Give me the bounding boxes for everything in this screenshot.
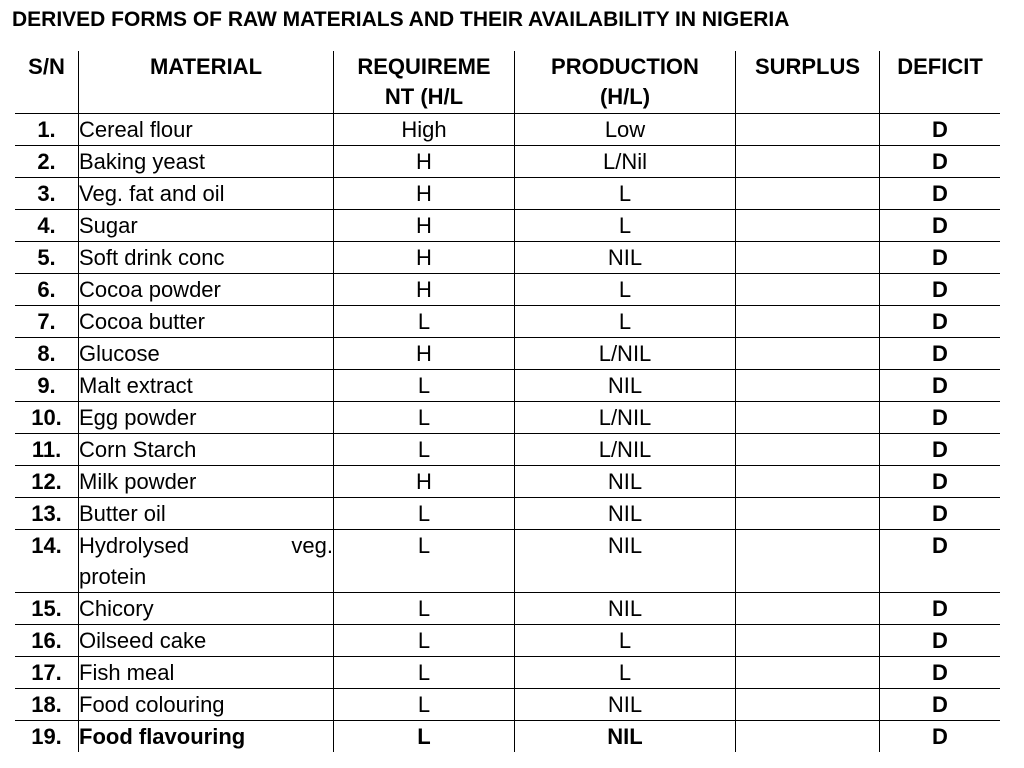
cell-deficit: D — [932, 117, 948, 142]
table-row — [15, 146, 1000, 178]
cell-production: L — [515, 306, 736, 338]
cell-requirement: L — [334, 625, 515, 657]
cell-surplus — [736, 242, 880, 274]
cell-requirement: L — [334, 593, 515, 625]
cell-deficit: D — [932, 213, 948, 238]
cell-sn: 18. — [15, 689, 79, 721]
cell-surplus — [736, 657, 880, 689]
header-production-line1: PRODUCTION — [551, 54, 699, 79]
cell-material: Baking yeast — [79, 146, 334, 178]
page-title: DERIVED FORMS OF RAW MATERIALS AND THEIR AVAILABILITY IN NIGERIA — [12, 8, 790, 31]
cell-surplus — [736, 689, 880, 721]
cell-material: Egg powder — [79, 402, 334, 434]
cell-material: Milk powder — [79, 466, 334, 498]
cell-production: NIL — [515, 498, 736, 530]
table-row — [15, 593, 1000, 625]
cell-deficit: D — [932, 469, 948, 494]
cell-sn: 10. — [15, 402, 79, 434]
cell-material: Oilseed cake — [79, 625, 334, 657]
table-row — [15, 114, 1000, 146]
cell-material: Cocoa butter — [79, 306, 334, 338]
table-row — [15, 210, 1000, 242]
cell-requirement: H — [334, 146, 515, 178]
cell-sn: 17. — [15, 657, 79, 689]
cell-production: NIL — [515, 466, 736, 498]
cell-requirement: H — [334, 210, 515, 242]
cell-deficit: D — [932, 724, 948, 749]
table-row — [15, 657, 1000, 689]
cell-material-line2: protein — [79, 564, 147, 589]
cell-surplus — [736, 530, 880, 593]
cell-deficit: D — [932, 437, 948, 462]
cell-sn: 7. — [15, 306, 79, 338]
cell-production: NIL — [515, 689, 736, 721]
table-row — [15, 338, 1000, 370]
header-sn: S/N — [15, 51, 79, 114]
cell-deficit: D — [932, 181, 948, 206]
header-production-line2: (H/L) — [599, 84, 651, 109]
materials-table — [15, 51, 1000, 752]
cell-production: L — [515, 210, 736, 242]
table-row — [15, 498, 1000, 530]
cell-deficit: D — [932, 309, 948, 334]
cell-deficit: D — [932, 533, 948, 558]
cell-production: L/NIL — [515, 338, 736, 370]
cell-sn: 15. — [15, 593, 79, 625]
cell-material: Chicory — [79, 593, 334, 625]
cell-deficit: D — [932, 245, 948, 270]
table-row — [15, 306, 1000, 338]
cell-material: Cereal flour — [79, 114, 334, 146]
table-row — [15, 274, 1000, 306]
cell-deficit: D — [932, 405, 948, 430]
cell-sn: 16. — [15, 625, 79, 657]
cell-production: L/Nil — [515, 146, 736, 178]
cell-sn: 2. — [15, 146, 79, 178]
table-row — [15, 466, 1000, 498]
cell-production: NIL — [515, 370, 736, 402]
cell-material: Cocoa powder — [79, 274, 334, 306]
cell-production: L/NIL — [515, 402, 736, 434]
cell-surplus — [736, 338, 880, 370]
cell-sn: 6. — [15, 274, 79, 306]
table-row — [15, 689, 1000, 721]
header-requirement — [334, 51, 515, 114]
cell-sn: 5. — [15, 242, 79, 274]
cell-requirement: H — [334, 178, 515, 210]
cell-sn: 19. — [15, 721, 79, 753]
cell-sn: 4. — [15, 210, 79, 242]
cell-sn: 9. — [15, 370, 79, 402]
header-deficit: DEFICIT — [897, 54, 983, 79]
cell-material: Veg. fat and oil — [79, 178, 334, 210]
cell-requirement: L — [334, 434, 515, 466]
cell-surplus — [736, 370, 880, 402]
cell-surplus — [736, 114, 880, 146]
cell-requirement: H — [334, 274, 515, 306]
table-header-row — [15, 51, 1000, 114]
table-row — [15, 370, 1000, 402]
cell-deficit: D — [932, 341, 948, 366]
cell-requirement: L — [334, 721, 515, 753]
cell-production: L/NIL — [515, 434, 736, 466]
header-material: MATERIAL — [79, 51, 334, 114]
cell-deficit: D — [932, 628, 948, 653]
cell-surplus — [736, 146, 880, 178]
cell-material-word: veg. — [291, 533, 333, 558]
cell-requirement: L — [334, 306, 515, 338]
cell-material: Food colouring — [79, 689, 334, 721]
cell-material: Food flavouring — [79, 721, 334, 753]
cell-material: Butter oil — [79, 498, 334, 530]
table-row — [15, 402, 1000, 434]
cell-production: NIL — [515, 530, 736, 593]
cell-deficit: D — [932, 692, 948, 717]
cell-requirement: L — [334, 657, 515, 689]
cell-deficit: D — [932, 660, 948, 685]
cell-surplus — [736, 625, 880, 657]
cell-material: Sugar — [79, 210, 334, 242]
cell-surplus — [736, 306, 880, 338]
cell-surplus — [736, 466, 880, 498]
cell-requirement: L — [334, 530, 515, 593]
cell-sn: 3. — [15, 178, 79, 210]
cell-material: Malt extract — [79, 370, 334, 402]
header-requirement-line1: REQUIREME — [357, 54, 491, 79]
table-row — [15, 625, 1000, 657]
cell-material — [79, 530, 334, 593]
cell-surplus — [736, 721, 880, 753]
cell-requirement: L — [334, 370, 515, 402]
cell-deficit: D — [932, 501, 948, 526]
cell-production: NIL — [515, 593, 736, 625]
cell-material: Fish meal — [79, 657, 334, 689]
cell-production: L — [515, 178, 736, 210]
cell-sn: 13. — [15, 498, 79, 530]
cell-requirement: L — [334, 498, 515, 530]
table-row — [15, 178, 1000, 210]
table-row — [15, 242, 1000, 274]
cell-surplus — [736, 434, 880, 466]
cell-deficit: D — [932, 373, 948, 398]
cell-requirement: L — [334, 689, 515, 721]
cell-production: NIL — [515, 242, 736, 274]
cell-requirement: H — [334, 242, 515, 274]
header-surplus: SURPLUS — [736, 51, 880, 114]
cell-surplus — [736, 210, 880, 242]
table-row — [15, 721, 1000, 753]
cell-material: Soft drink conc — [79, 242, 334, 274]
cell-production: L — [515, 625, 736, 657]
cell-surplus — [736, 402, 880, 434]
header-production — [515, 51, 736, 114]
cell-production: Low — [515, 114, 736, 146]
cell-sn: 1. — [15, 114, 79, 146]
cell-deficit: D — [932, 149, 948, 174]
table-row — [15, 434, 1000, 466]
cell-production: L — [515, 657, 736, 689]
cell-sn: 12. — [15, 466, 79, 498]
cell-sn: 11. — [15, 434, 79, 466]
cell-requirement: H — [334, 338, 515, 370]
cell-material: Corn Starch — [79, 434, 334, 466]
cell-material: Glucose — [79, 338, 334, 370]
cell-production: L — [515, 274, 736, 306]
cell-requirement: High — [334, 114, 515, 146]
cell-requirement: H — [334, 466, 515, 498]
cell-deficit: D — [932, 277, 948, 302]
cell-material-line1 — [79, 530, 333, 561]
cell-material-word: Hydrolysed — [79, 533, 190, 558]
cell-sn: 14. — [15, 530, 79, 593]
cell-requirement: L — [334, 402, 515, 434]
cell-surplus — [736, 498, 880, 530]
cell-production: NIL — [515, 721, 736, 753]
cell-deficit: D — [932, 596, 948, 621]
table-row — [15, 530, 1000, 593]
cell-surplus — [736, 274, 880, 306]
cell-surplus — [736, 593, 880, 625]
cell-sn: 8. — [15, 338, 79, 370]
cell-surplus — [736, 178, 880, 210]
header-requirement-line2: NT (H/L — [384, 84, 464, 109]
